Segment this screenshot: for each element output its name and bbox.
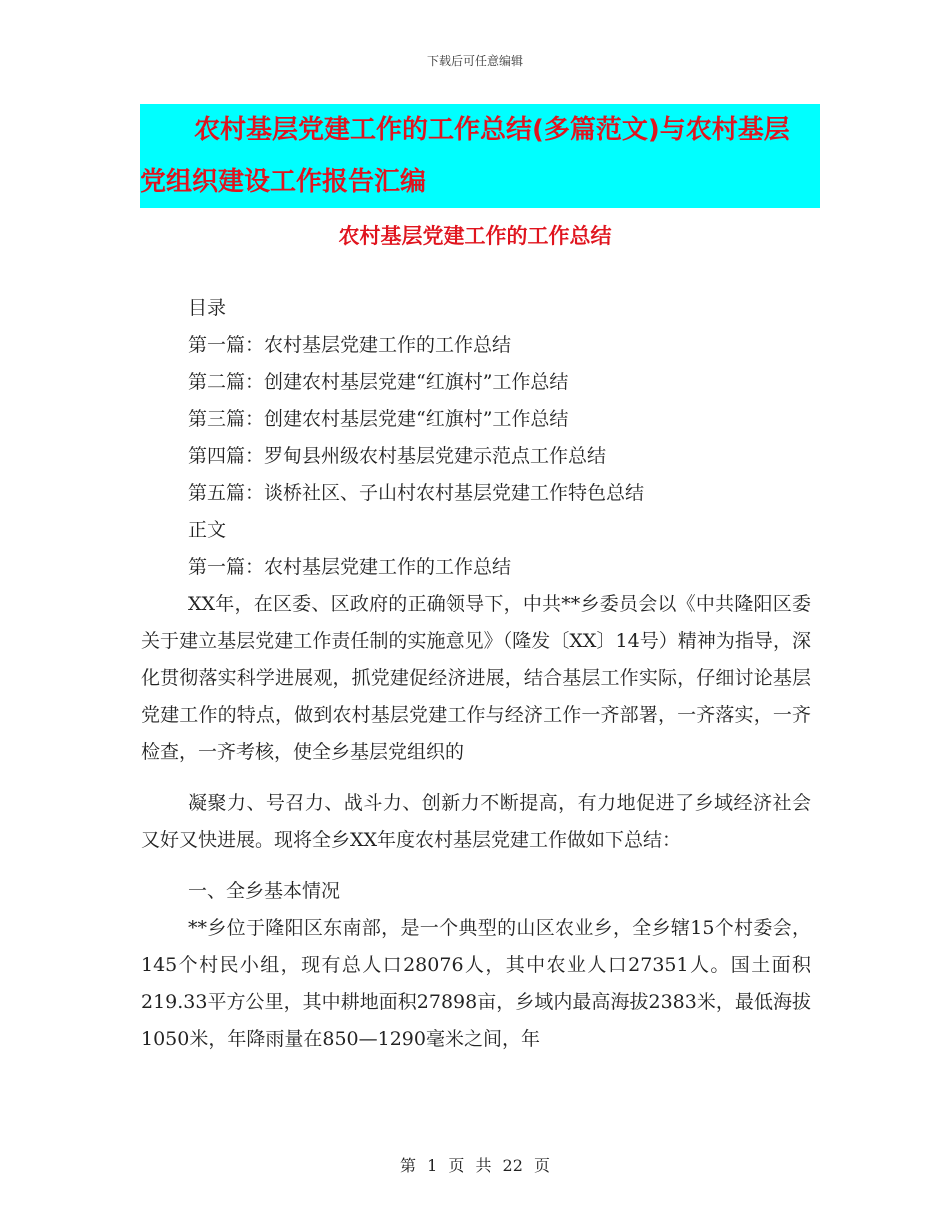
document-body xyxy=(141,290,811,1058)
toc-item-3: 第三篇：创建农村基层党建“红旗村”工作总结 xyxy=(188,408,569,430)
paragraph-2: 凝聚力、号召力、战斗力、创新力不断提高，有力地促进了乡域经济社会又好又快进展。现将全乡XX年度农村基层党建工作做如下总结： xyxy=(141,792,811,851)
section-title: 农村基层党建工作的工作总结 xyxy=(338,224,612,248)
document-title xyxy=(140,104,820,208)
title-line-2: 党组织建设工作报告汇编 xyxy=(140,167,427,197)
toc-item-5: 第五篇：谈桥社区、子山村农村基层党建工作特色总结 xyxy=(188,482,645,504)
paragraph-1: XX年，在区委、区政府的正确领导下，中共**乡委员会以《中共隆阳区委关于建立基层党建工作责任制的实施意见》（隆发〔XX〕14号）精神为指导，深化贯彻落实科学进展观，抓党建促经济进展，结合基层工作实际，仔细讨论基层党建工作的特点，做到农村基层党建工作与经济工作一齐部署，一齐落实，一齐检查，一齐考核，使全乡基层党组织的 xyxy=(141,593,811,763)
toc-item-2: 第二篇：创建农村基层党建“红旗村”工作总结 xyxy=(188,371,569,393)
title-line-1: 农村基层党建工作的工作总结(多篇范文)与农村基层 xyxy=(194,115,790,145)
toc-heading: 目录 xyxy=(188,297,227,319)
page-footer: 第 1 页 共 22 页 xyxy=(400,1156,550,1175)
zhengwen-label: 正文 xyxy=(188,519,227,541)
paragraph-3: **乡位于隆阳区东南部，是一个典型的山区农业乡，全乡辖15个村委会，145个村民小组，现有总人口28076人，其中农业人口27351人。国土面积219.33平方公里，其中耕地面积27898亩，乡域内最高海拔2383米，最低海拔1050米，年降雨量在850—1290毫米之间，年 xyxy=(141,917,811,1050)
first-article-heading: 第一篇：农村基层党建工作的工作总结 xyxy=(188,556,512,578)
page-header: 下载后可任意编辑 xyxy=(426,54,523,68)
toc-item-4: 第四篇：罗甸县州级农村基层党建示范点工作总结 xyxy=(188,445,607,467)
toc-item-1: 第一篇：农村基层党建工作的工作总结 xyxy=(188,334,512,356)
section-heading-1: 一、全乡基本情况 xyxy=(188,880,341,902)
